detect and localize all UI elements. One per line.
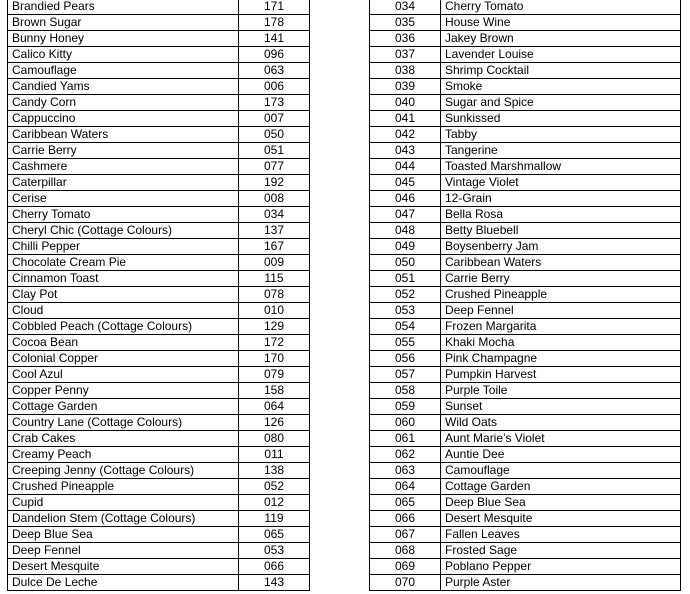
color-name-cell: Crushed Pineapple — [441, 287, 681, 303]
color-code-cell: 038 — [370, 63, 441, 79]
color-name-cell: Desert Mesquite — [8, 559, 239, 575]
color-list-by-code-table — [369, 0, 681, 591]
color-code-cell: 037 — [370, 47, 441, 63]
table-row — [370, 0, 681, 15]
table-row — [370, 527, 681, 543]
color-name-cell: Colonial Copper — [8, 351, 239, 367]
table-row — [370, 207, 681, 223]
color-code-cell: 052 — [370, 287, 441, 303]
table-row — [370, 479, 681, 495]
color-code-cell: 057 — [370, 367, 441, 383]
color-code-cell: 053 — [370, 303, 441, 319]
color-name-cell: Auntie Dee — [441, 447, 681, 463]
color-name-cell: Shrimp Cocktail — [441, 63, 681, 79]
table-row — [8, 335, 310, 351]
right-table-body — [370, 0, 681, 591]
color-code-cell: 068 — [370, 543, 441, 559]
color-name-cell: Boysenberry Jam — [441, 239, 681, 255]
color-code-cell: 007 — [239, 111, 310, 127]
color-name-cell: Dulce De Leche — [8, 575, 239, 591]
color-code-cell: 063 — [239, 63, 310, 79]
table-row — [8, 191, 310, 207]
color-name-cell: Khaki Mocha — [441, 335, 681, 351]
table-row — [370, 383, 681, 399]
color-code-cell: 050 — [239, 127, 310, 143]
color-code-cell: 046 — [370, 191, 441, 207]
table-row — [8, 255, 310, 271]
color-name-cell: Cobbled Peach (Cottage Colours) — [8, 319, 239, 335]
color-code-cell: 044 — [370, 159, 441, 175]
color-code-cell: 119 — [239, 511, 310, 527]
color-code-cell: 011 — [239, 447, 310, 463]
color-name-cell: Deep Fennel — [8, 543, 239, 559]
table-row — [8, 399, 310, 415]
table-row — [370, 15, 681, 31]
table-row — [8, 127, 310, 143]
table-row — [370, 399, 681, 415]
table-row — [8, 271, 310, 287]
color-name-cell: Cheryl Chic (Cottage Colours) — [8, 223, 239, 239]
table-row — [8, 415, 310, 431]
color-name-cell: Brown Sugar — [8, 15, 239, 31]
color-name-cell: Cupid — [8, 495, 239, 511]
color-code-cell: 115 — [239, 271, 310, 287]
color-code-cell: 192 — [239, 175, 310, 191]
table-row — [370, 351, 681, 367]
color-code-cell: 067 — [370, 527, 441, 543]
table-row — [8, 431, 310, 447]
color-code-cell: 064 — [370, 479, 441, 495]
color-code-cell: 171 — [239, 0, 310, 15]
color-code-cell: 034 — [239, 207, 310, 223]
table-row — [370, 367, 681, 383]
table-row — [370, 143, 681, 159]
color-name-cell: Purple Toile — [441, 383, 681, 399]
color-name-cell: Crab Cakes — [8, 431, 239, 447]
table-row — [370, 79, 681, 95]
table-row — [370, 447, 681, 463]
table-row — [8, 159, 310, 175]
table-row — [8, 47, 310, 63]
table-row — [8, 143, 310, 159]
color-code-cell: 012 — [239, 495, 310, 511]
color-code-cell: 050 — [370, 255, 441, 271]
color-name-cell: Cottage Garden — [441, 479, 681, 495]
color-code-cell: 006 — [239, 79, 310, 95]
color-code-cell: 158 — [239, 383, 310, 399]
table-row — [8, 175, 310, 191]
color-name-cell: Cherry Tomato — [441, 0, 681, 15]
color-name-cell: Pink Champagne — [441, 351, 681, 367]
color-code-cell: 051 — [370, 271, 441, 287]
table-row — [8, 559, 310, 575]
color-code-cell: 043 — [370, 143, 441, 159]
color-code-cell: 065 — [239, 527, 310, 543]
table-row — [8, 303, 310, 319]
color-code-cell: 056 — [370, 351, 441, 367]
color-code-cell: 064 — [239, 399, 310, 415]
color-code-cell: 138 — [239, 463, 310, 479]
color-code-cell: 078 — [239, 287, 310, 303]
color-list-by-name-table — [7, 0, 310, 591]
color-code-cell: 077 — [239, 159, 310, 175]
color-code-cell: 036 — [370, 31, 441, 47]
left-table-body — [8, 0, 310, 591]
table-row — [8, 495, 310, 511]
color-name-cell: Poblano Pepper — [441, 559, 681, 575]
color-code-cell: 048 — [370, 223, 441, 239]
table-row — [8, 479, 310, 495]
table-row — [8, 31, 310, 47]
color-code-cell: 126 — [239, 415, 310, 431]
table-row — [370, 543, 681, 559]
color-code-cell: 063 — [370, 463, 441, 479]
table-row — [8, 543, 310, 559]
table-row — [370, 287, 681, 303]
table-row — [8, 15, 310, 31]
color-name-cell: Vintage Violet — [441, 175, 681, 191]
color-code-cell: 008 — [239, 191, 310, 207]
color-name-cell: Frozen Margarita — [441, 319, 681, 335]
color-code-cell: 009 — [239, 255, 310, 271]
color-name-cell: Cherry Tomato — [8, 207, 239, 223]
table-row — [8, 63, 310, 79]
color-code-cell: 167 — [239, 239, 310, 255]
table-row — [8, 111, 310, 127]
color-name-cell: Cottage Garden — [8, 399, 239, 415]
table-row — [370, 463, 681, 479]
table-row — [8, 239, 310, 255]
table-row — [370, 191, 681, 207]
table-row — [370, 303, 681, 319]
color-name-cell: Deep Fennel — [441, 303, 681, 319]
color-code-cell: 060 — [370, 415, 441, 431]
color-code-cell: 039 — [370, 79, 441, 95]
table-row — [8, 0, 310, 15]
table-row — [370, 511, 681, 527]
color-name-cell: Cappuccino — [8, 111, 239, 127]
table-row — [370, 415, 681, 431]
color-name-cell: House Wine — [441, 15, 681, 31]
color-code-cell: 172 — [239, 335, 310, 351]
color-code-cell: 041 — [370, 111, 441, 127]
color-name-cell: Purple Aster — [441, 575, 681, 591]
color-name-cell: Tabby — [441, 127, 681, 143]
color-name-cell: Candied Yams — [8, 79, 239, 95]
color-name-cell: Caribbean Waters — [8, 127, 239, 143]
color-code-cell: 080 — [239, 431, 310, 447]
color-code-cell: 137 — [239, 223, 310, 239]
color-name-cell: Chocolate Cream Pie — [8, 255, 239, 271]
color-code-cell: 055 — [370, 335, 441, 351]
table-row — [370, 47, 681, 63]
color-name-cell: Lavender Louise — [441, 47, 681, 63]
table-row — [370, 271, 681, 287]
table-row — [370, 31, 681, 47]
color-code-cell: 170 — [239, 351, 310, 367]
color-name-cell: Bunny Honey — [8, 31, 239, 47]
table-row — [8, 511, 310, 527]
color-code-cell: 040 — [370, 95, 441, 111]
color-name-cell: Deep Blue Sea — [8, 527, 239, 543]
color-name-cell: Tangerine — [441, 143, 681, 159]
color-name-cell: Fallen Leaves — [441, 527, 681, 543]
color-name-cell: Carrie Berry — [441, 271, 681, 287]
table-row — [8, 79, 310, 95]
table-row — [370, 431, 681, 447]
color-name-cell: 12-Grain — [441, 191, 681, 207]
table-row — [370, 239, 681, 255]
color-name-cell: Desert Mesquite — [441, 511, 681, 527]
color-code-cell: 069 — [370, 559, 441, 575]
table-row — [8, 287, 310, 303]
color-name-cell: Crushed Pineapple — [8, 479, 239, 495]
table-row — [370, 559, 681, 575]
table-row — [8, 383, 310, 399]
color-code-cell: 061 — [370, 431, 441, 447]
table-row — [8, 319, 310, 335]
color-name-cell: Sunkissed — [441, 111, 681, 127]
color-name-cell: Cashmere — [8, 159, 239, 175]
color-code-cell: 035 — [370, 15, 441, 31]
table-row — [370, 95, 681, 111]
color-name-cell: Aunt Marie’s Violet — [441, 431, 681, 447]
color-name-cell: Creeping Jenny (Cottage Colours) — [8, 463, 239, 479]
color-name-cell: Country Lane (Cottage Colours) — [8, 415, 239, 431]
color-name-cell: Caterpillar — [8, 175, 239, 191]
table-row — [370, 319, 681, 335]
table-row — [370, 175, 681, 191]
color-name-cell: Frosted Sage — [441, 543, 681, 559]
color-name-cell: Copper Penny — [8, 383, 239, 399]
table-row — [370, 111, 681, 127]
color-code-cell: 047 — [370, 207, 441, 223]
color-code-cell: 173 — [239, 95, 310, 111]
table-row — [8, 463, 310, 479]
color-code-cell: 143 — [239, 575, 310, 591]
color-name-cell: Wild Oats — [441, 415, 681, 431]
color-code-cell: 058 — [370, 383, 441, 399]
color-code-cell: 066 — [239, 559, 310, 575]
color-name-cell: Camouflage — [8, 63, 239, 79]
color-code-cell: 059 — [370, 399, 441, 415]
color-name-cell: Sunset — [441, 399, 681, 415]
table-row — [370, 63, 681, 79]
color-name-cell: Cocoa Bean — [8, 335, 239, 351]
color-code-cell: 052 — [239, 479, 310, 495]
color-code-cell: 178 — [239, 15, 310, 31]
table-row — [8, 527, 310, 543]
color-code-cell: 054 — [370, 319, 441, 335]
table-row — [370, 127, 681, 143]
table-row — [8, 95, 310, 111]
color-name-cell: Cool Azul — [8, 367, 239, 383]
table-row — [370, 255, 681, 271]
color-name-cell: Cerise — [8, 191, 239, 207]
color-name-cell: Betty Bluebell — [441, 223, 681, 239]
color-name-cell: Toasted Marshmallow — [441, 159, 681, 175]
color-name-cell: Camouflage — [441, 463, 681, 479]
color-name-cell: Smoke — [441, 79, 681, 95]
color-code-cell: 042 — [370, 127, 441, 143]
color-name-cell: Cinnamon Toast — [8, 271, 239, 287]
color-code-cell: 065 — [370, 495, 441, 511]
table-row — [370, 575, 681, 591]
color-name-cell: Deep Blue Sea — [441, 495, 681, 511]
color-code-cell: 079 — [239, 367, 310, 383]
color-code-cell: 045 — [370, 175, 441, 191]
color-name-cell: Candy Corn — [8, 95, 239, 111]
color-name-cell: Creamy Peach — [8, 447, 239, 463]
table-row — [8, 367, 310, 383]
table-row — [8, 351, 310, 367]
table-row — [370, 335, 681, 351]
color-name-cell: Cloud — [8, 303, 239, 319]
color-code-cell: 062 — [370, 447, 441, 463]
color-name-cell: Calico Kitty — [8, 47, 239, 63]
table-row — [8, 575, 310, 591]
color-code-cell: 066 — [370, 511, 441, 527]
table-row — [8, 447, 310, 463]
color-code-cell: 053 — [239, 543, 310, 559]
color-name-cell: Carrie Berry — [8, 143, 239, 159]
color-name-cell: Bella Rosa — [441, 207, 681, 223]
color-code-cell: 096 — [239, 47, 310, 63]
color-name-cell: Clay Pot — [8, 287, 239, 303]
color-code-cell: 051 — [239, 143, 310, 159]
color-name-cell: Pumpkin Harvest — [441, 367, 681, 383]
color-name-cell: Caribbean Waters — [441, 255, 681, 271]
table-row — [370, 495, 681, 511]
color-name-cell: Jakey Brown — [441, 31, 681, 47]
table-row — [370, 159, 681, 175]
color-code-cell: 010 — [239, 303, 310, 319]
color-code-cell: 129 — [239, 319, 310, 335]
color-name-cell: Chilli Pepper — [8, 239, 239, 255]
table-row — [8, 207, 310, 223]
color-name-cell: Dandelion Stem (Cottage Colours) — [8, 511, 239, 527]
color-name-cell: Sugar and Spice — [441, 95, 681, 111]
table-row — [370, 223, 681, 239]
table-row — [8, 223, 310, 239]
color-code-cell: 141 — [239, 31, 310, 47]
color-code-cell: 049 — [370, 239, 441, 255]
color-code-cell: 034 — [370, 0, 441, 15]
color-code-cell: 070 — [370, 575, 441, 591]
color-name-cell: Brandied Pears — [8, 0, 239, 15]
